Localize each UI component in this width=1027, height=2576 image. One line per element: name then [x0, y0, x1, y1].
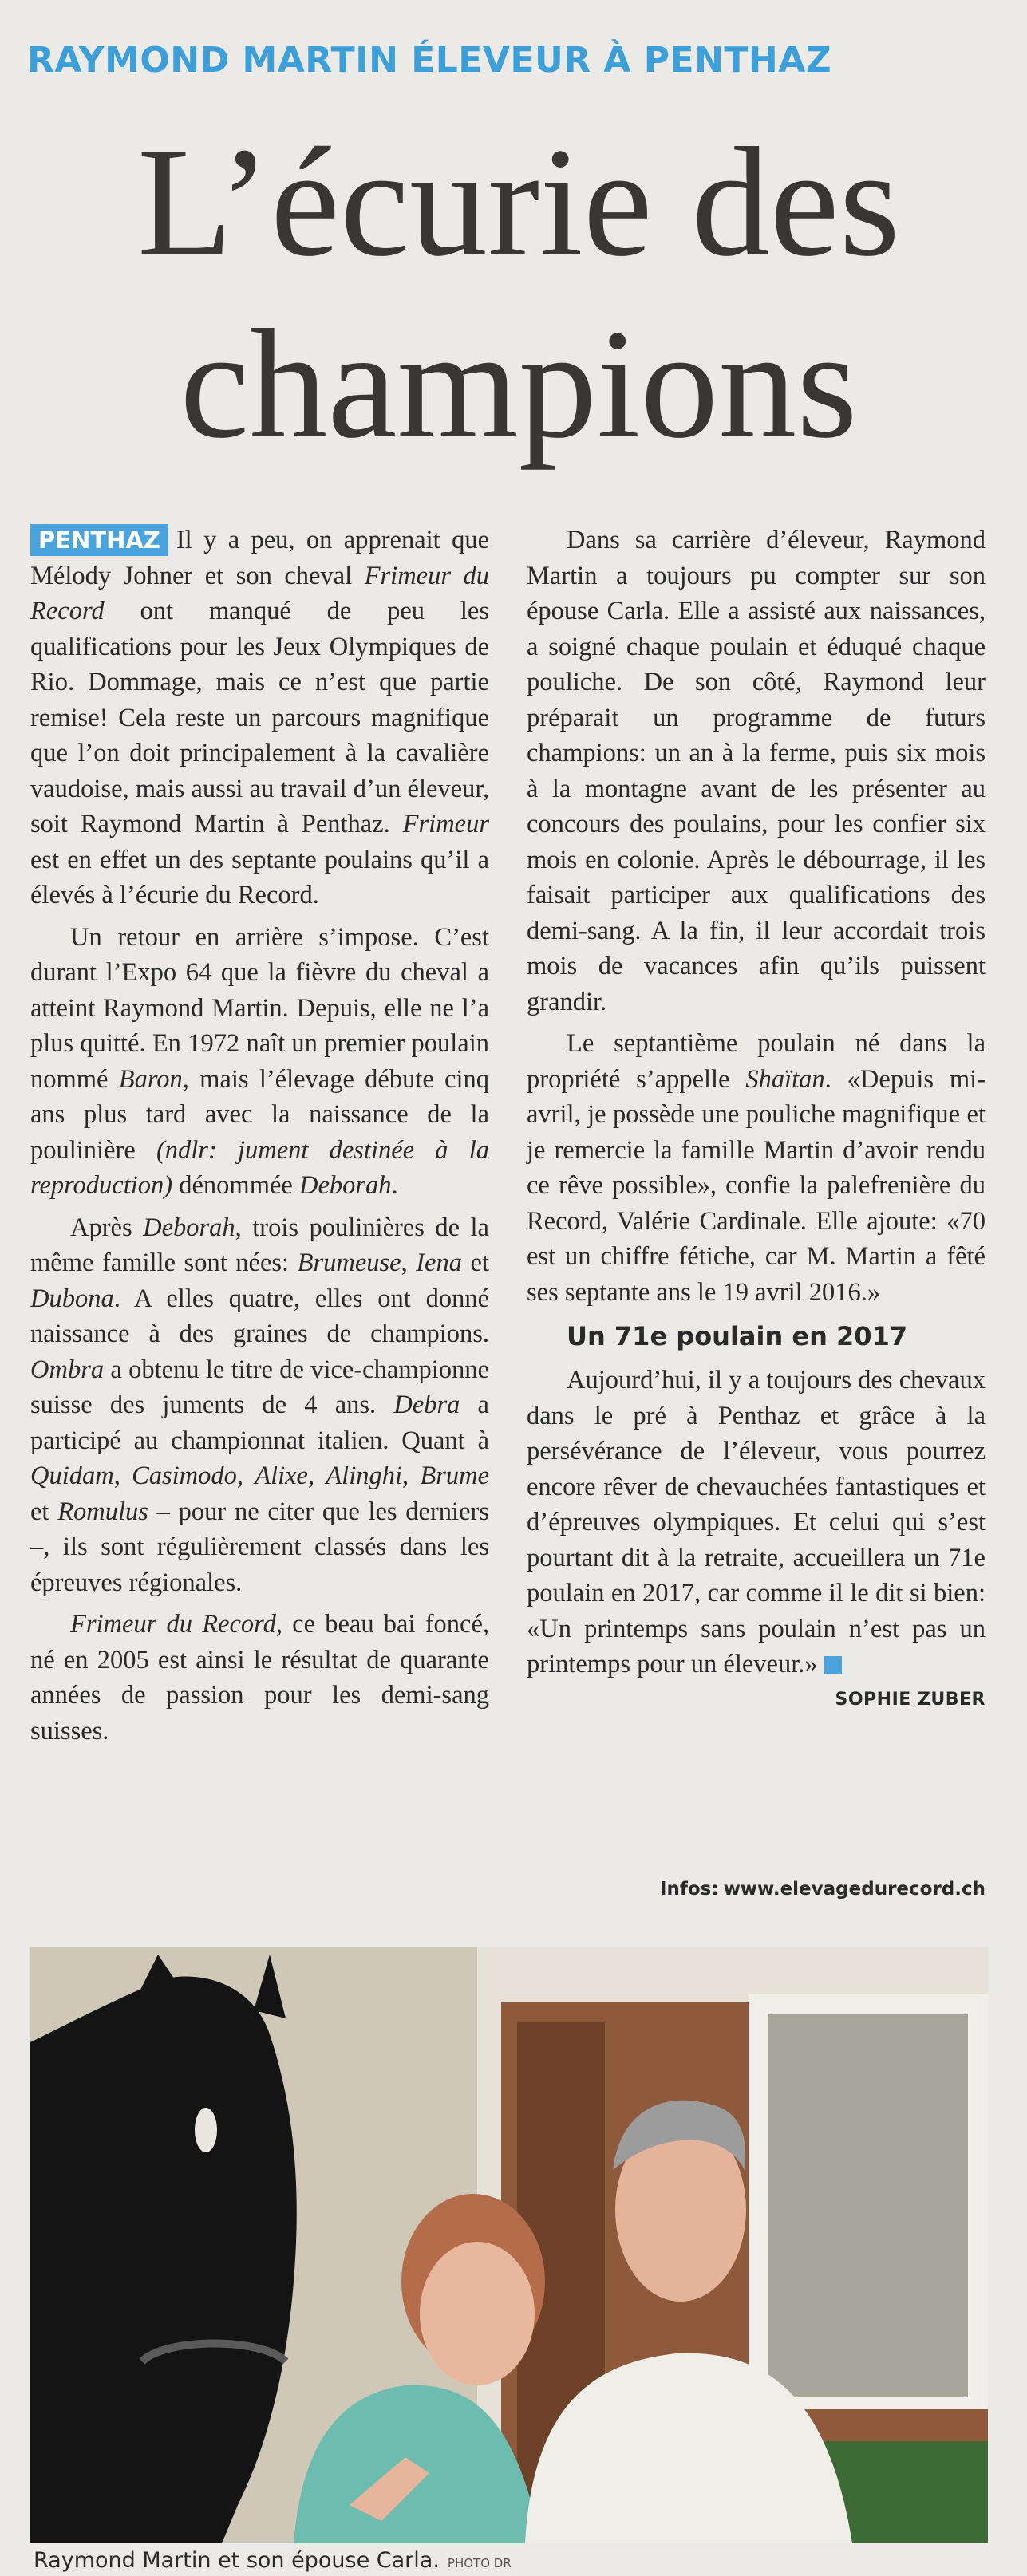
text-run: .: [391, 1171, 398, 1200]
headline-line-1: L’écurie des: [137, 116, 900, 289]
text-run: Romulus: [57, 1497, 148, 1526]
text-run: ,: [401, 1249, 417, 1277]
text-run: ,: [307, 1462, 326, 1490]
text-run: Iena: [416, 1249, 462, 1277]
caption-text: Raymond Martin et son épouse Carla.: [34, 2548, 440, 2573]
text-run: a obtenu le titre de vice-championne suisse des juments de 4 ans.: [30, 1355, 489, 1419]
text-run: Il y a peu, on apprenait que Mélody Johner et son cheval: [30, 526, 489, 590]
text-run: Frimeur: [402, 810, 489, 838]
text-run: a participé au championnat italien. Quant à: [30, 1391, 489, 1455]
text-run: Baron: [118, 1064, 183, 1094]
infos-label: Infos:: [659, 1879, 719, 1899]
text-run: Brumeuse: [297, 1249, 401, 1277]
text-run: ,: [236, 1462, 255, 1490]
text-run: Alinghi: [326, 1462, 403, 1490]
infos-line: [527, 1879, 986, 1899]
paragraph-3: [30, 1210, 489, 1601]
text-run: Frimeur du Record: [30, 561, 489, 625]
photo-caption: [34, 2548, 991, 2576]
text-run: . «Depuis mi-avril, je possède une pouliche magnifique et je remercie la famille Martin d’avoir rendu ce rêve possible», confie la palefrenière du Record, Valérie Cardinale. Elle ajoute: «70 est un chiffre fétiche, car M. Martin a fêté ses septante ans le 19 avril 2016.»: [527, 1064, 986, 1307]
text-run: Deborah: [298, 1171, 392, 1200]
text-run: . A elles quatre, elles ont donné naissance à des graines de champions.: [30, 1284, 489, 1348]
text-run: , ce beau bai foncé, né en 2005 est ainsi le résultat de quarante années de passion pour les demi-sang suisses.: [30, 1610, 490, 1746]
subheading: Un 71e poulain en 2017: [567, 1321, 908, 1351]
photo-illustration: [30, 1947, 988, 2543]
infos-url[interactable]: www.elevagedurecord.ch: [723, 1879, 986, 1899]
text-run: Deborah: [143, 1213, 235, 1242]
text-run: Shaïtan: [745, 1064, 825, 1094]
text-run: dénommée: [172, 1171, 299, 1200]
paragraph-5: Dans sa carrière d’éleveur, Raymond Martin a toujours pu compter sur son épouse Carla. Elle a assisté aux naissances, a soigné chaque poulain et éduqué chaque pouliche. De son côté, Raymond leur préparait un programme de futurs champions: un an à la ferme, puis six mois à la montagne avant de les présenter au concours des poulains, pour les confier six mois en colonie. Après le débourrage, il les faisait participer aux qualifications des demi-sang. A la fin, il leur accordait trois mois de vacances afin qu’ils puissent grandir.: [527, 526, 986, 1016]
text-run: est en effet un des septante poulains qu’il a élevés à l’écurie du Record.: [30, 845, 489, 909]
text-run: , mais l’élevage débute cinq ans plus tard avec la naissance de la poulinière: [30, 1064, 489, 1165]
text-run: ,: [402, 1462, 421, 1490]
text-run: Le septantième poulain né dans la propriété s’appelle: [527, 1029, 986, 1094]
photo-credit: PHOTO DR: [447, 2556, 512, 2570]
text-run: Alixe: [255, 1462, 308, 1490]
text-run: Un retour en arrière s’impose. C’est durant l’Expo 64 que la fièvre du cheval a atteint Raymond Martin. Depuis, elle ne l’a plus quitté. En 1972 naît un premier poulain nommé: [30, 922, 489, 1094]
paragraph-1: [30, 523, 489, 913]
text-run: et: [461, 1249, 489, 1277]
right-column: [527, 523, 986, 1718]
paragraph-2: [30, 920, 489, 1204]
headline: [32, 112, 1005, 475]
text-run: Debra: [393, 1391, 460, 1419]
end-mark-icon: [824, 1656, 842, 1674]
paragraph-7: [527, 1363, 986, 1710]
text-run: et: [30, 1497, 58, 1526]
text-run: Frimeur du Record: [70, 1610, 276, 1639]
byline: SOPHIE ZUBER: [835, 1689, 986, 1710]
text-run: – pour ne citer que les derniers –, ils sont régulièrement classés dans les épreuves régionales.: [30, 1497, 489, 1597]
kicker: RAYMOND MARTIN ÉLEVEUR À PENTHAZ: [27, 40, 832, 81]
photo: [30, 1947, 988, 2543]
text-run: Casimodo: [132, 1462, 237, 1490]
left-column: [30, 523, 489, 1749]
text-run: (ndlr: jument destinée à la reproduction): [30, 1135, 489, 1200]
headline-line-2: champions: [180, 298, 858, 471]
text-run: , trois poulinières de la même famille sont nées:: [30, 1213, 489, 1277]
text-run: Dubona: [30, 1284, 114, 1313]
text-run: Ombra: [30, 1355, 105, 1384]
text-run: ont manqué de peu les qualifications pour les Jeux Olympiques de Rio. Dommage, mais ce n’est que partie remise! Cela reste un parcours magnifique que l’on doit principalement à la cavalière vaudoise, mais aussi au travail d’un éleveur, soit Raymond Martin à Penthaz.: [30, 597, 489, 838]
text-run: Aujourd’hui, il y a toujours des chevaux dans le pré à Penthaz et grâce à la persévérance de l’éleveur, vous pourrez encore rêver de chevauchées fantastiques et d’épreuves olympiques. Et celui qui s’est pourtant dit à la retraite, accueillera un 71e poulain en 2017, car comme il le dit si bien: «Un printemps sans poulain n’est pas un printemps pour un éleveur.»: [527, 1366, 986, 1679]
paragraph-6: [527, 1026, 986, 1310]
text-run: ,: [113, 1462, 132, 1490]
dateline-badge: PENTHAZ: [30, 524, 168, 556]
text-run: Quidam: [30, 1462, 114, 1490]
text-run: Brume: [420, 1462, 489, 1490]
text-run: Après: [70, 1213, 144, 1242]
paragraph-4: [30, 1607, 489, 1749]
